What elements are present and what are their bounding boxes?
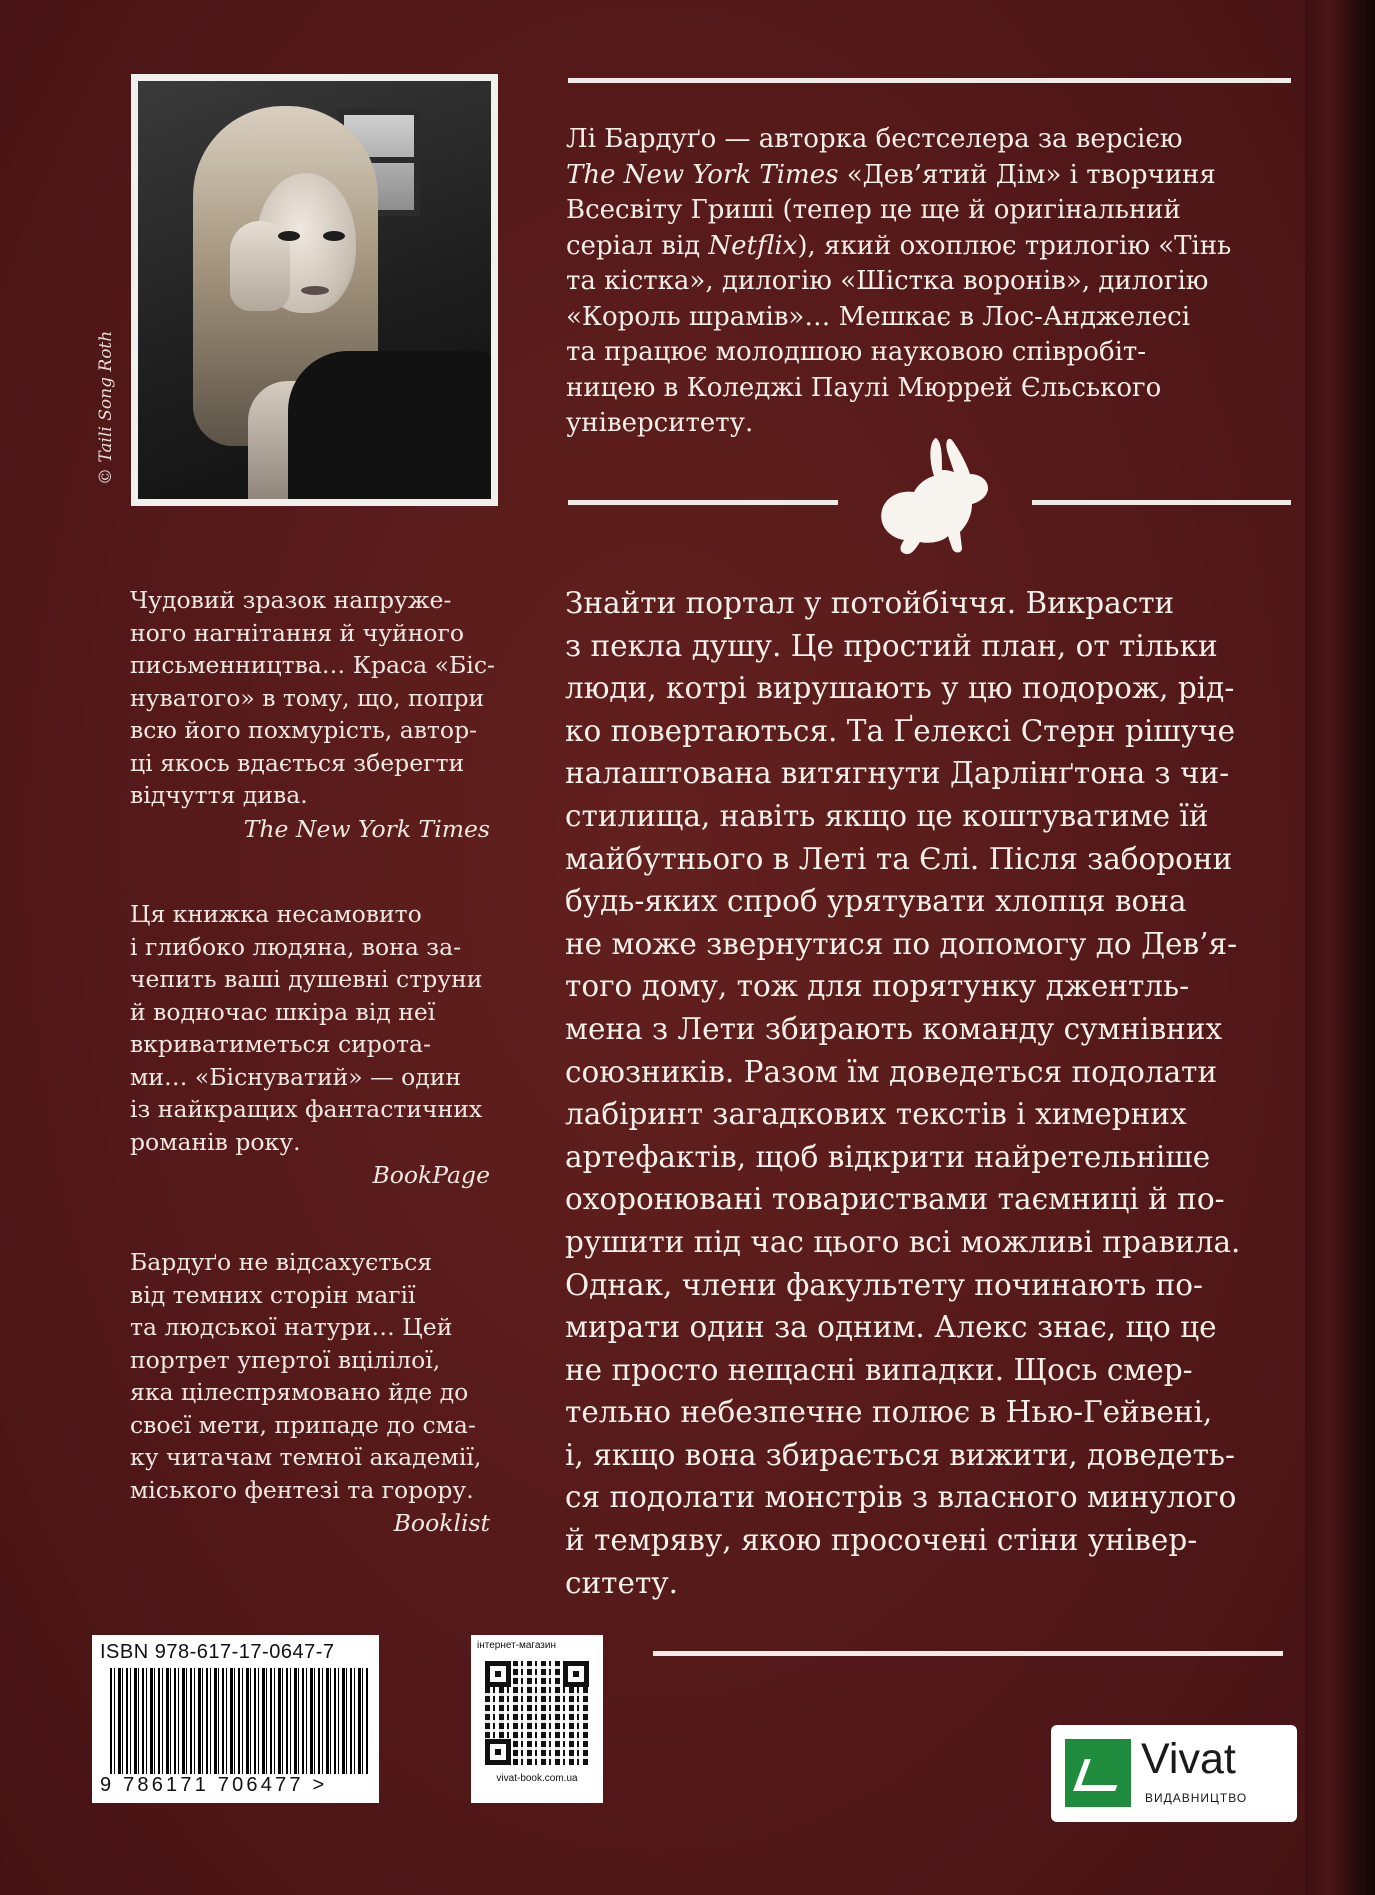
bio-line: [566, 264, 1246, 300]
qr-code-box: [471, 1635, 603, 1803]
bio-italic-text: The New York Times: [566, 159, 839, 190]
photo-lips-shape: [301, 286, 329, 295]
blurb-line: ся подолати монстрів з власного минулого: [565, 1480, 1237, 1515]
book-blurb: [565, 582, 1265, 1604]
review-source: Booklist: [393, 1509, 490, 1537]
bottom-divider: [653, 1651, 1283, 1656]
bio-text: та працює молодшою науковою співробіт-: [566, 337, 1147, 367]
blurb-line: лабіринт загадкових текстів і химерних: [565, 1097, 1187, 1132]
bio-text: «Дев’ятий Дім» і творчиня: [838, 159, 1216, 190]
blurb-line: і, якщо вона збирається вижити, доведеть-: [565, 1437, 1235, 1472]
qr-url: vivat-book.com.ua: [496, 1773, 578, 1784]
review-line: і глибоко людяна, вона за-: [130, 932, 462, 961]
blurb-line: люди, котрі вирушають у цю подорож, рід-: [565, 671, 1235, 706]
review-line: відчуття дива.: [130, 781, 308, 809]
photo-eye-left: [278, 231, 300, 241]
blurb-line: ко повертаються. Та Ґелексі Стерн рішуче: [565, 713, 1236, 748]
top-divider: [568, 78, 1291, 83]
review-line: ці якось вдається зберегти: [130, 748, 465, 777]
photo-shirt-shape: [288, 351, 491, 499]
bio-line: [566, 122, 1246, 158]
bio-text: серіал від: [566, 230, 709, 261]
blurb-line: артефактів, щоб відкрити найретельніше: [565, 1139, 1211, 1174]
blurb-line: налаштована витягнути Дарлінґтона з чи-: [565, 756, 1230, 791]
blurb-line: не може звернутися по допомогу до Дев’я-: [565, 926, 1238, 961]
review-line: ку читачам темної академії,: [130, 1443, 482, 1471]
isbn-label: ISBN 978-617-17-0647-7: [100, 1641, 335, 1663]
qr-finder-top-left: [485, 1661, 511, 1687]
blurb-line: мена з Лети збирають команду сумнівних: [565, 1011, 1223, 1046]
bio-text: Всесвіту Гриші (тепер це ще й оригінальний: [566, 195, 1181, 225]
blurb-line: Однак, члени факультету починають по-: [565, 1267, 1203, 1302]
bio-line: [566, 371, 1246, 407]
photo-eye-right: [323, 231, 345, 241]
review-line: та людської натури… Цей: [130, 1313, 453, 1341]
publisher-subtitle: ВИДАВНИЦТВО: [1145, 1791, 1248, 1805]
qr-finder-bottom-left: [485, 1739, 511, 1765]
blurb-line: того дому, тож для порятунку джентль-: [565, 969, 1190, 1004]
blurb-line: рушити під час цього всі можливі правила.: [565, 1224, 1241, 1259]
blurb-line: стилища, навіть якщо це коштуватиме їй: [565, 798, 1209, 833]
review-line: ного нагнітання й чуйного: [130, 618, 464, 647]
bio-line: [566, 229, 1246, 265]
review-line: романів року.: [130, 1127, 301, 1156]
bio-line: [566, 193, 1246, 229]
review-line: нуватого» в тому, що, попри: [130, 683, 485, 712]
review-bookpage: [130, 898, 490, 1192]
book-spine-edge: [1305, 0, 1375, 1895]
blurb-line: й темряву, якою просочені стіни універ-: [565, 1523, 1198, 1558]
blurb-line: майбутнього в Леті та Єлі. Після заборони: [565, 841, 1233, 876]
review-line: ми… «Біснуватий» — один: [130, 1062, 462, 1091]
author-portrait-image: [138, 81, 491, 499]
review-line: Чудовий зразок напруже-: [130, 586, 452, 614]
review-line: чепить ваші душевні струни: [130, 965, 483, 993]
blurb-line: мирати один за одним. Алекс знає, що це: [565, 1310, 1217, 1345]
bio-line: [566, 335, 1246, 371]
review-line: портрет упертої вцілілої,: [130, 1345, 441, 1374]
photo-credit: © Taili Song Roth: [96, 330, 116, 485]
review-line: й водночас шкіра від неї: [130, 997, 436, 1026]
divider-right: [1032, 500, 1291, 505]
bio-text: та кістка», дилогію «Шістка воронів», дилогію: [566, 266, 1209, 296]
isbn-barcode-box: [92, 1635, 379, 1803]
review-line: письменництва… Краса «Біс-: [130, 651, 495, 679]
blurb-line: ситету.: [565, 1565, 679, 1600]
review-source: BookPage: [372, 1161, 490, 1189]
blurb-line: тельно небезпечне полює в Нью-Гейвені,: [565, 1395, 1213, 1430]
author-photo: [131, 74, 498, 506]
review-line: всю його похмурість, автор-: [130, 716, 478, 744]
bio-line: [566, 300, 1246, 336]
qr-finder-top-right: [563, 1661, 589, 1687]
review-line: міського фентезі та горору.: [130, 1475, 474, 1504]
review-line: вкриватиметься сирота-: [130, 1030, 431, 1058]
qr-top-label: інтернет-магазин: [477, 1640, 557, 1651]
bio-line: [566, 158, 1246, 194]
review-source: The New York Times: [243, 814, 490, 843]
bio-text: ), який охоплює трилогію «Тінь: [797, 230, 1232, 261]
qr-code-image: [485, 1661, 589, 1765]
blurb-line: Знайти портал у потойбіччя. Викрасти: [565, 586, 1175, 620]
review-line: від темних сторін магії: [130, 1280, 416, 1309]
author-bio: [566, 122, 1246, 442]
bio-text: університету.: [566, 408, 754, 438]
publisher-name: Vivat: [1141, 1735, 1236, 1783]
bio-text: Лі Бардуґо — авторка бестселера за версією: [566, 124, 1183, 154]
review-line: яка цілеспрямовано йде до: [130, 1378, 469, 1406]
rabbit-icon: [876, 430, 996, 560]
review-nyt: [130, 584, 495, 845]
blurb-line: будь-яких спроб урятувати хлопця вона: [565, 884, 1187, 919]
review-booklist: [130, 1246, 490, 1540]
review-line: із найкращих фантастичних: [130, 1095, 483, 1123]
bio-italic-text: Netflix: [708, 230, 798, 261]
blurb-line: не просто нещасні випадки. Щось смер-: [565, 1352, 1193, 1387]
blurb-line: союзників. Разом їм доведеться подолати: [565, 1054, 1218, 1089]
vivat-mark-icon: [1065, 1739, 1131, 1807]
review-line: Бардуґо не відсахується: [130, 1248, 433, 1276]
review-line: своєї мети, припаде до сма-: [130, 1410, 476, 1439]
divider-left: [568, 500, 838, 505]
publisher-logo: [1051, 1725, 1297, 1822]
blurb-line: охоронювані товариствами таємниці й по-: [565, 1182, 1225, 1217]
blurb-line: з пекла душу. Це простий план, от тільки: [565, 628, 1218, 663]
barcode-image: [110, 1668, 368, 1774]
bio-text: ницею в Коледжі Паулі Мюррей Єльського: [566, 372, 1162, 403]
review-line: Ця книжка несамовито: [130, 900, 422, 928]
bio-text: «Король шрамів»… Мешкає в Лос-Анджелесі: [566, 301, 1191, 332]
barcode-digits: 9 786171 706477 >: [100, 1774, 328, 1796]
